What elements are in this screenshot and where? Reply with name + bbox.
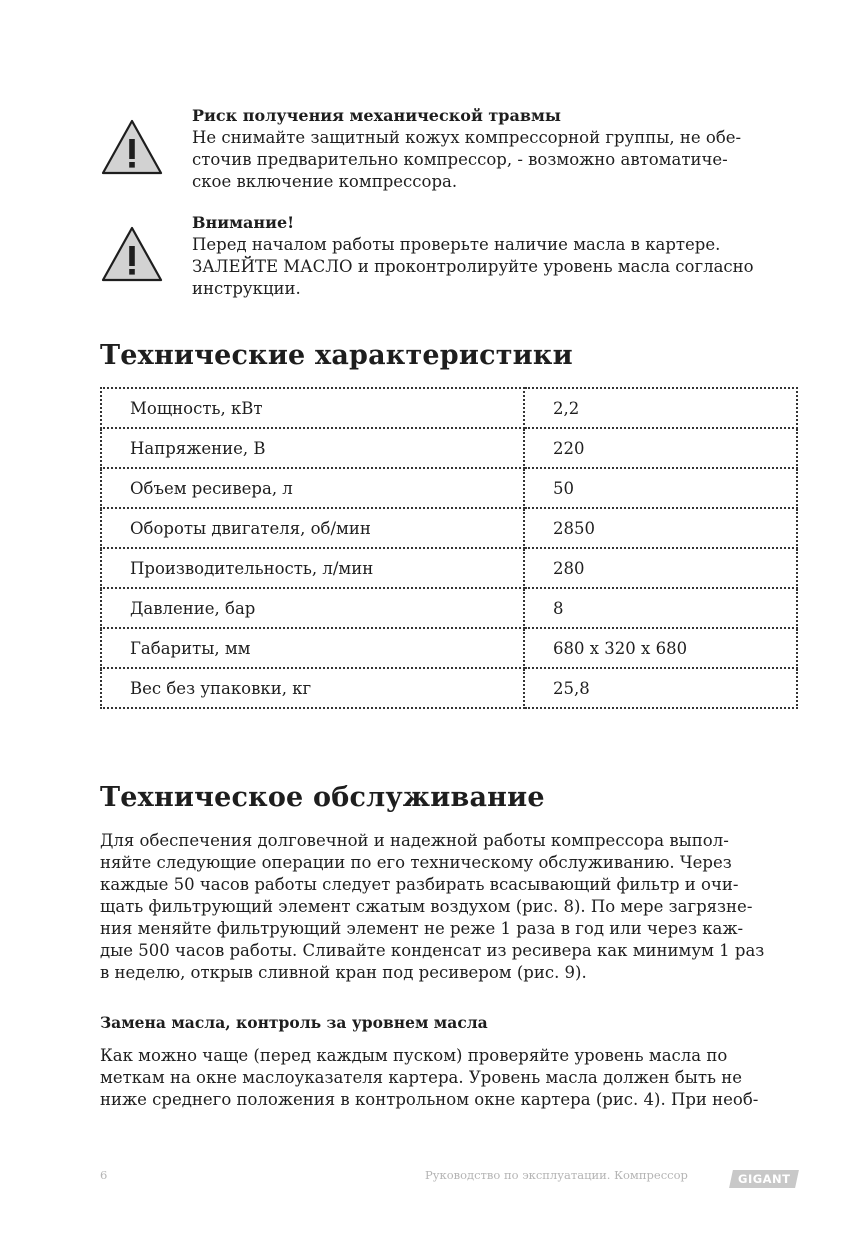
warning-text-line: ЗАЛЕЙТЕ МАСЛО и проконтролируйте уровень масла согласно: [192, 257, 754, 276]
table-row: [101, 548, 797, 588]
paragraph-line: в неделю, открыв сливной кран под ресивером (рис. 9).: [100, 963, 587, 982]
spec-value: 50: [524, 468, 797, 508]
oil-paragraph: [100, 1045, 800, 1111]
paragraph-line: меткам на окне маслоуказателя картера. Уровень масла должен быть не: [100, 1068, 742, 1087]
spec-label: Габариты, мм: [101, 628, 524, 668]
table-row: [101, 628, 797, 668]
specs-table: [100, 387, 798, 709]
page-number: 6: [100, 1168, 108, 1182]
brand-logo: [729, 1170, 799, 1188]
oil-subheading: Замена масла, контроль за уровнем масла: [100, 1013, 488, 1032]
spec-value: 280: [524, 548, 797, 588]
warning-text-line: Не снимайте защитный кожух компрессорной группы, не обе-: [192, 128, 742, 147]
spec-label: Давление, бар: [101, 588, 524, 628]
spec-value: 2,2: [524, 388, 797, 428]
spec-value: 680 х 320 х 680: [524, 628, 797, 668]
maintenance-paragraph: [100, 830, 800, 984]
table-row: [101, 668, 797, 708]
spec-label: Напряжение, В: [101, 428, 524, 468]
table-row: [101, 468, 797, 508]
spec-label: Вес без упаковки, кг: [101, 668, 524, 708]
spec-value: 2850: [524, 508, 797, 548]
spec-label: Объем ресивера, л: [101, 468, 524, 508]
warning-title: Риск получения механической травмы: [192, 106, 561, 125]
warning-text-line: инструкции.: [192, 279, 301, 298]
spec-value: 220: [524, 428, 797, 468]
warning-triangle-icon: [100, 117, 164, 177]
spec-value: 25,8: [524, 668, 797, 708]
footer-title: Руководство по эксплуатации. Компрессор: [425, 1168, 688, 1182]
spec-label: Обороты двигателя, об/мин: [101, 508, 524, 548]
table-row: [101, 508, 797, 548]
table-row: [101, 388, 797, 428]
table-row: [101, 588, 797, 628]
specs-heading: Технические характеристики: [100, 340, 573, 371]
warning-title: Внимание!: [192, 213, 295, 232]
spec-label: Производительность, л/мин: [101, 548, 524, 588]
spec-value: 8: [524, 588, 797, 628]
paragraph-line: каждые 50 часов работы следует разбирать всасывающий фильтр и очи-: [100, 875, 739, 894]
paragraph-line: дые 500 часов работы. Сливайте конденсат из ресивера как минимум 1 раз: [100, 941, 765, 960]
paragraph-line: ния меняйте фильтрующий элемент не реже 1 раза в год или через каж-: [100, 919, 744, 938]
paragraph-line: няйте следующие операции по его техническому обслуживанию. Через: [100, 853, 732, 872]
warning-text-line: ское включение компрессора.: [192, 172, 458, 191]
table-row: [101, 428, 797, 468]
logo-text: GIGANT: [737, 1172, 791, 1186]
warning-triangle-icon: [100, 224, 164, 284]
spec-label: Мощность, кВт: [101, 388, 524, 428]
warning-text-line: Перед началом работы проверьте наличие масла в картере.: [192, 235, 721, 254]
maintenance-heading: Техническое обслуживание: [100, 782, 545, 813]
warning-text-line: сточив предварительно компрессор, - возможно автоматиче-: [192, 150, 728, 169]
paragraph-line: Как можно чаще (перед каждым пуском) проверяйте уровень масла по: [100, 1046, 728, 1065]
paragraph-line: Для обеспечения долговечной и надежной работы компрессора выпол-: [100, 831, 729, 850]
paragraph-line: щать фильтрующий элемент сжатым воздухом (рис. 8). По мере загрязне-: [100, 897, 753, 916]
paragraph-line: ниже среднего положения в контрольном окне картера (рис. 4). При необ-: [100, 1090, 759, 1109]
